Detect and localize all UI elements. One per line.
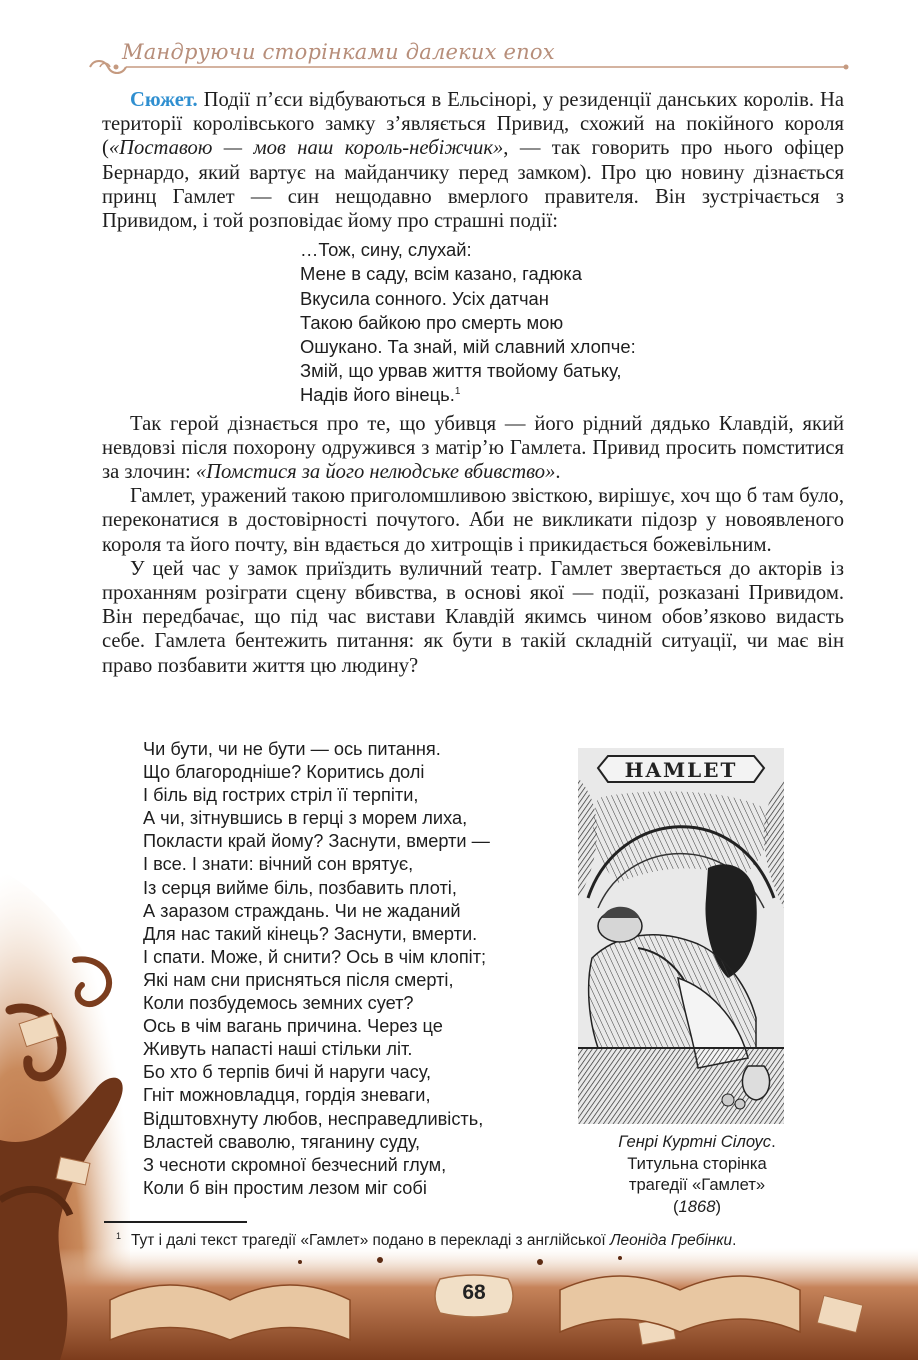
verse-line: Такою байкою про смерть мою bbox=[300, 311, 564, 333]
caption-author-dot: . bbox=[771, 1132, 776, 1151]
inline-quote: «Помстися за його нелюдське вбивство» bbox=[195, 461, 556, 484]
ghost-speech-verse bbox=[300, 238, 844, 407]
monologue-line: Коли позбудемось земних сует? bbox=[143, 993, 414, 1014]
caption-year: 1868 bbox=[678, 1196, 716, 1216]
hamlet-engraving-illustration bbox=[578, 748, 784, 1124]
paragraph-text: . bbox=[555, 461, 561, 484]
monologue-line: І біль від гострих стріл її терпіти, bbox=[143, 785, 419, 806]
footnote-translator: Леоніда Гребінки bbox=[609, 1232, 733, 1249]
paragraph-plot bbox=[102, 88, 844, 233]
banner-text: HAMLET bbox=[624, 758, 738, 782]
monologue-line: Гніт можновладця, гордія зневаги, bbox=[143, 1085, 431, 1106]
monologue-line: Властей сваволю, тяганину суду, bbox=[143, 1131, 421, 1152]
section-lead-plot: Сюжет. bbox=[130, 89, 198, 111]
caption-year-open: ( bbox=[673, 1196, 679, 1216]
monologue-line: Чи бути, чи не бути — ось питання. bbox=[143, 739, 441, 759]
monologue-line: Покласти край йому? Заснути, вмерти — bbox=[143, 831, 490, 852]
paragraph-text: , — так говорить про нього офіцер Бернардо, який вартує на майданчику перед замком). Про цю новину дізнається принц Гамлет — син нещодавно вмерлого правителя. Він зустрічається з Привидом, і той розповідає йому про страшні події: bbox=[102, 137, 844, 233]
caption-line: трагедії «Гамлет» bbox=[628, 1175, 766, 1194]
monologue-line: Із серця вийме біль, позбавить плоті, bbox=[143, 877, 457, 898]
verse-line: Вкусила сонного. Усіх датчан bbox=[300, 287, 549, 309]
verse-line: Змій, що урвав життя твойому батьку, bbox=[300, 360, 622, 382]
monologue-line: І все. І знати: вічний сон врятує, bbox=[143, 854, 414, 875]
verse-line: Надів його вінець. bbox=[300, 384, 455, 406]
caption-author: Генрі Куртні Сілоус bbox=[618, 1132, 772, 1151]
footnote-divider bbox=[104, 1221, 247, 1223]
header-ornament-rule bbox=[86, 56, 851, 78]
paragraph-text: Події п’єси відбуваються в Ельсінорі, у резиденції данських королів. На території королівського замку з’являється Привид, схожий на покійного короля ( bbox=[102, 89, 844, 160]
paragraph-revenge bbox=[102, 412, 844, 485]
verse-line: Ошукано. Та знай, мій славний хлопче: bbox=[300, 336, 636, 358]
monologue-line: Що благородніше? Коритись долі bbox=[143, 762, 425, 783]
footnote bbox=[116, 1231, 856, 1250]
monologue-line: І спати. Може, й снити? Ось в чім клопіт; bbox=[143, 946, 487, 967]
hamlet-banner bbox=[598, 756, 764, 782]
main-text bbox=[102, 88, 844, 678]
inline-quote: «Поставою — мов наш король-небіжчик» bbox=[108, 137, 504, 160]
monologue-line: Які нам сни присняться після смерті, bbox=[143, 969, 454, 990]
caption-line: Титульна сторінка bbox=[627, 1153, 767, 1173]
paragraph-madness: Гамлет, уражений такою приголомшливою звісткою, вирішує, хоч що б там було, переконатися в достовірності почутого. Аби не викликати підозр у новоявленого короля та його почту, він вдається до хитрощів і прикидається божевільним. bbox=[102, 485, 844, 556]
monologue-line: Коли б він простим лезом міг собі bbox=[143, 1177, 427, 1198]
monologue-line: А чи, зітнувшись в герці з морем лиха, bbox=[143, 808, 468, 829]
footnote-mark: 1 bbox=[116, 1231, 122, 1241]
footnote-end: . bbox=[732, 1232, 737, 1249]
monologue-line: А заразом страждань. Чи не жаданий bbox=[143, 900, 461, 921]
monologue-line: Живуть напасті наші стільки літ. bbox=[143, 1039, 413, 1060]
caption-year-close: ) bbox=[715, 1196, 721, 1216]
monologue-line: Для нас такий кінець? Заснути, вмерти. bbox=[143, 923, 478, 944]
page-number: 68 bbox=[462, 1281, 486, 1304]
footnote-reference[interactable]: 1 bbox=[454, 386, 461, 398]
monologue-line: Ось в чім вагань причина. Через це bbox=[143, 1016, 443, 1037]
monologue-line: Бо хто б терпів бичі й наруги часу, bbox=[143, 1062, 432, 1083]
footnote-text: Тут і далі текст трагедії «Гамлет» подано в перекладі з англійської bbox=[131, 1232, 610, 1249]
paragraph-text: Так герой дізнається про те, що убивця — його рідний дядько Клавдій, який невдовзі після похорону одружився з матір’ю Гамлета. Привид просить помститися за злочин: bbox=[102, 412, 844, 484]
illustration-caption bbox=[590, 1131, 804, 1217]
verse-line: …Тож, сину, слухай: bbox=[300, 239, 472, 261]
monologue-line: Відштовхнуту любов, несправедливість, bbox=[143, 1108, 484, 1129]
monologue-line: З чесноти скромної безчесний глум, bbox=[143, 1154, 447, 1175]
running-header-title: Мандруючи сторінками далеких епох bbox=[122, 40, 555, 64]
paragraph-theatre: У цей час у замок приїздить вуличний театр. Гамлет звертається до акторів із проханням розіграти сцену вбивства, в основі якої — події, розказані Привидом. Він передбачає, що під час вистави Клавдій якимсь чином обов’язково видасть себе. Гамлета бентежить питання: як бути в такій складній ситуації, чи має він право позбавити життя цю людину? bbox=[102, 557, 844, 677]
to-be-or-not-to-be-monologue bbox=[143, 738, 490, 1200]
verse-line: Мене в саду, всім казано, гадюка bbox=[300, 263, 582, 285]
